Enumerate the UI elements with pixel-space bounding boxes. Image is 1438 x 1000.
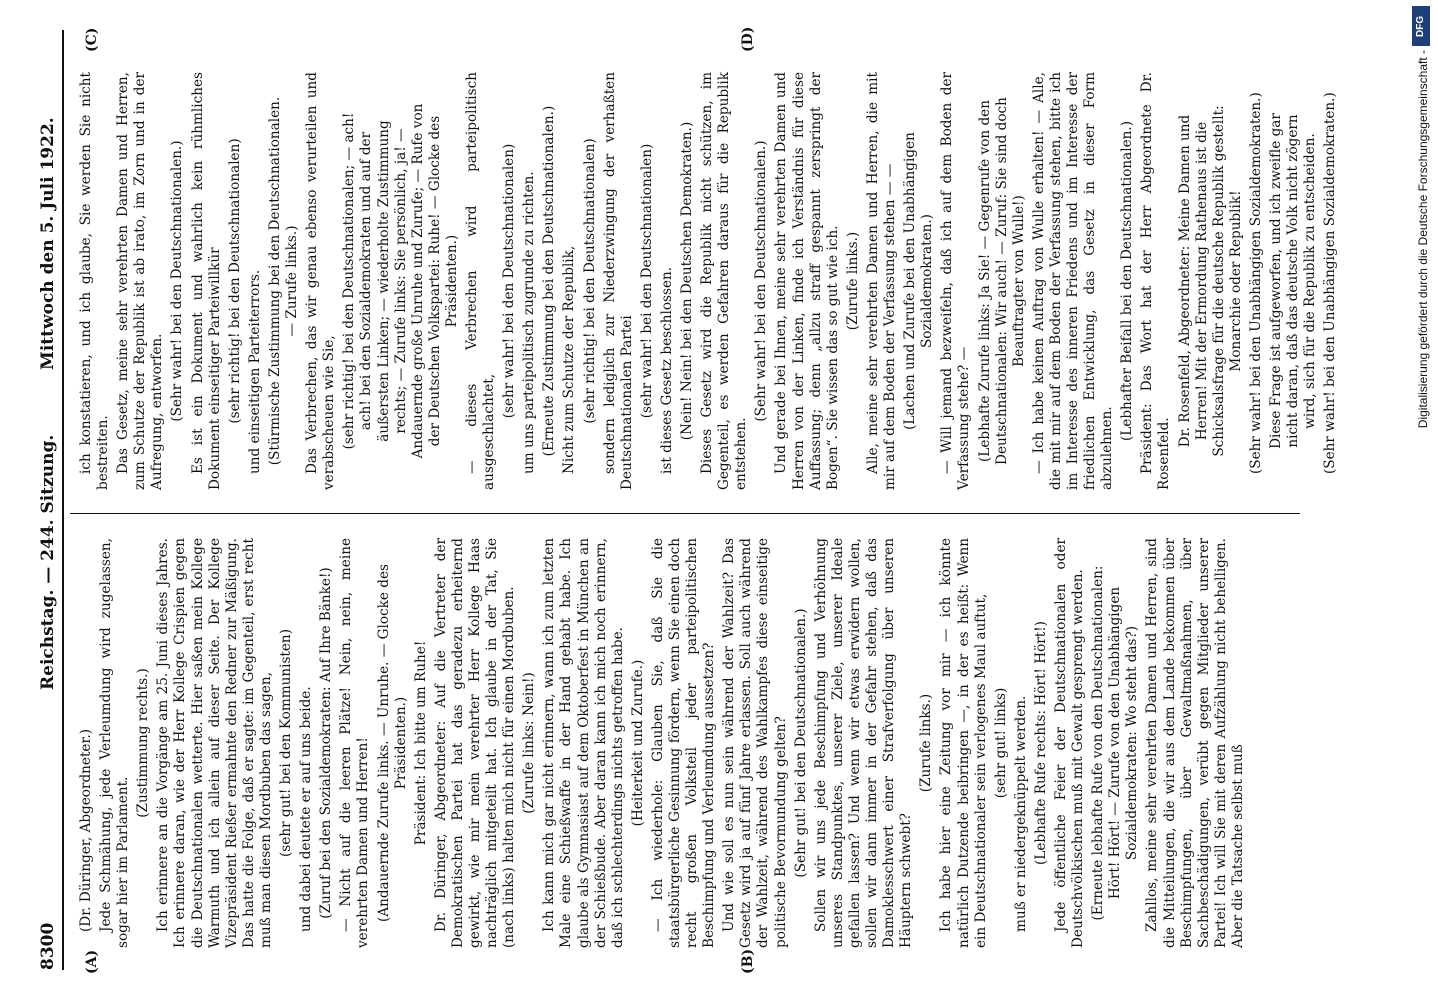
paragraph: Nicht zum Schutze der Republik, xyxy=(561,245,578,474)
paragraph: (Zustimmung rechts.) xyxy=(135,668,152,818)
digitization-sidebar xyxy=(1408,0,1434,1000)
paragraph: ich konstatieren, und ich glaube, Sie werden Sie nicht bestreiten. xyxy=(78,72,112,490)
paragraph: — Will jemand bezweifeln, daß ich auf dem Boden der Verfassung stehe? — xyxy=(939,72,973,490)
paragraph: Dieses Gesetz wird die Republik nicht schützen, im Gegenteil, es werden Gefahren daraus für die Republik entstehen. xyxy=(699,72,750,490)
paragraph: Präsident: Das Wort hat der Herr Abgeordnete Dr. Rosenfeld. xyxy=(1139,72,1173,490)
paragraph: Ich habe hier eine Zeitung vor mir — ich könnte natürlich Dutzende beibringen —, in der es heißt: Wenn ein Deutschnationaler sein verlogenes Maul auftut, xyxy=(938,538,989,948)
left-text-column xyxy=(78,538,1268,948)
margin-marker-a: (A) xyxy=(84,949,100,974)
paragraph: (sehr wahr! bei den Deutschnationalen) xyxy=(501,143,518,419)
paragraph: (Lebhafte Rufe rechts: Hört! Hört!) xyxy=(1032,621,1049,865)
paragraph: (Sehr wahr! bei den Unabhängigen Sozialdemokraten.) xyxy=(1322,92,1339,474)
paragraph: (Stürmische Zustimmung bei den Deutschnationalen. — Zurufe links.) xyxy=(266,96,301,466)
paragraph: (sehr richtig! bei den Deutschnationalen) xyxy=(226,138,243,424)
paragraph: (sehr richtig! bei den Deutschnationalen) xyxy=(581,138,598,424)
paragraph: (Dr. Düringer, Abgeordneter.) xyxy=(78,728,94,932)
paragraph: Sollen wir uns jede Beschimpfung und Verhöhnung unseres Standpunktes, unserer Ziele, unserer Ideale gefallen lassen? Und wenn wir etwas erwidern wollen, sollen wir dann immer in der Gefahr stehen, daß das Damoklesschwert einer Strafverfolgung über unseren Häuptern schwebt? xyxy=(812,538,915,948)
paragraph: (Heiterkeit und Zurufe.) xyxy=(629,659,646,827)
margin-marker-b: (B) xyxy=(740,948,756,974)
paragraph: Jede öffentliche Feier der Deutschnationalen oder Deutschvölkischen muß mit Gewalt gesprengt werden. xyxy=(1052,538,1087,948)
paragraph: um uns parteipolitisch zugrunde zu richten. xyxy=(521,171,538,474)
paragraph: und einseitigen Parteiterrors. xyxy=(246,269,263,474)
digitization-credit: Digitalisierung gefördert durch die Deutsche Forschungsgemeinschaft - xyxy=(1416,50,1430,429)
paragraph: — Nicht auf die leeren Plätze! Nein, nein, meine verehrten Damen und Herren! xyxy=(338,538,372,948)
paragraph: (Lebhafter Beifall bei den Deutschnationalen.) xyxy=(1119,120,1136,442)
sidebar-text-wrap xyxy=(1412,0,1438,1000)
paragraph: Alle, meine sehr verehrten Damen und Herren, die mit mir auf dem Boden der Verfassung stehen — — xyxy=(864,72,899,490)
session-date: Mittwoch den 5. Juli 1922. xyxy=(38,117,58,370)
paragraph: Diese Frage ist aufgeworfen, und ich zweifle gar nicht daran, daß das deutsche Volk nicht zögern wird, sich für die Republik zu entscheiden. xyxy=(1268,113,1319,449)
paragraph: (Andauernde Zurufe links. — Unruhe. — Glocke des Präsidenten.) xyxy=(375,563,409,923)
paragraph: (Zurufe links: Nein!) xyxy=(521,672,538,814)
paragraph: (Sehr gut! bei den Deutschnationalen.) xyxy=(792,608,809,878)
paragraph: muß er niedergeknüppelt werden. xyxy=(1012,695,1029,932)
right-text-column xyxy=(78,72,1339,490)
paragraph: Ich kann mich gar nicht erinnern, wann ich zum letzten Male eine Schießwaffe in der Hand gehabt habe. Ich glaube als Gymnasiast auf dem Oktoberfest in München an der Schießbude. Aber daran kann ich mich noch erinnern, daß ich schlechterdings nichts getroffen habe. xyxy=(541,538,626,948)
paragraph: (Lebhafte Zurufe links: Ja Sie! — Gegenrufe von den Deutschnationalen: Wir auch! — Zuruf: Sie sind doch Beauftragter von Wulle!) xyxy=(976,97,1027,465)
paragraph: (Erneute Zustimmung bei den Deutschnationalen.) xyxy=(541,105,558,457)
column-divider xyxy=(70,513,1300,514)
paragraph: Und wie soll es nun sein während der Wahlzeit? Das Gesetz wird ja auf fünf Jahre erlassen. Soll auch während der Wahlzeit, während des Wahlkampfes diese einseitige politische Bevormundung gelten? xyxy=(721,538,789,948)
paragraph: — dieses Verbrechen wird parteipolitisch ausgeschlachtet, xyxy=(463,72,498,490)
paragraph: Und gerade bei Ihnen, meine sehr verehrten Damen und Herren von der Linken, finde ich Verständnis für diese Auffassung; denn „allzu straff gespannt zerspringt der Bogen“. Sie wissen das so gut wie ich. xyxy=(773,72,841,490)
paragraph: Das Gesetz, meine sehr verehrten Damen und Herren, zum Schutze der Republik ist ab irato, im Zorn und in der Aufregung, entworfen. xyxy=(115,72,166,490)
paragraph: (sehr gut! bei den Kommunisten) xyxy=(278,629,295,857)
paragraph: (sehr richtig! bei den Deutschnationalen; — ach! ach! bei den Sozialdemokraten und auf der äußersten Linken; — wiederholte Zustimmung rechts; — Zurufe links: Sie persönlich, ja! — Andauernde große Unruhe und Zurufe; — Rufe von der Deutschen Volkspartei: Ruhe! — Glocke des Präsidenten.) xyxy=(341,103,460,459)
paragraph: (sehr gut! links) xyxy=(992,687,1009,799)
dfg-logo-icon: DFG xyxy=(1412,6,1430,46)
paragraph: Präsident: Ich bitte um Ruhe! xyxy=(412,640,429,846)
paragraph: (Zuruf bei den Sozialdemokraten: Auf Ihre Bänke!) xyxy=(318,567,335,919)
paragraph: (Sehr wahr! bei den Deutschnationalen.) xyxy=(169,140,186,422)
page-number: 8300 xyxy=(38,922,58,970)
paragraph: (Lachen und Zurufe bei den Unabhängigen Sozialdemokraten.) xyxy=(902,132,936,430)
page-header xyxy=(38,30,64,970)
paragraph: (Sehr wahr! bei den Deutschnationalen.) xyxy=(753,140,770,422)
paragraph: Zahllos, meine sehr verehrten Damen und Herren, sind die Mitteilungen, die wir aus dem Lande bekommen über Beschimpfungen, über Gewaltmaßnahmen, über Sachbeschädigungen, verübt gegen Mitglieder unserer Partei! Ich will Sie mit deren Aufzählung nicht behelligen. Aber die Tatsache selbst muß xyxy=(1144,538,1246,948)
margin-marker-d: (D) xyxy=(740,26,756,52)
paragraph: Dr. Rosenfeld, Abgeordneter: Meine Damen und Herren! Mit der Ermordung Rathenaus ist die Schicksalsfrage für die deutsche Republik gestellt: Monarchie oder Republik! xyxy=(1176,105,1244,457)
paragraph: Es ist ein Dokument und wahrlich kein rühmliches Dokument einseitiger Parteiwillkür xyxy=(189,72,223,490)
paragraph: ist dieses Gesetz beschlossen. xyxy=(658,266,675,474)
paragraph: sondern lediglich zur Niederzwingung der verhaßten Deutschnationalen Partei xyxy=(601,72,635,490)
paragraph: (Zurufe links.) xyxy=(918,693,935,793)
paragraph: (Erneute lebhafte Rufe von den Deutschnationalen: Hört! Hört! — Zurufe von den Unabhängigen Sozialdemokraten: Wo steht das?) xyxy=(1090,565,1141,921)
paragraph: — Ich wiederhole: Glauben Sie, daß Sie die staatsbürgerliche Gesinnung fördern, wenn Sie einen doch recht großen Volksteil jeder parteipolitischen Beschimpfung und Verleumdung aussetzen? xyxy=(649,538,718,948)
paragraph: Jede Schmähung, jede Verleumdung wird zugelassen, sogar hier im Parlament. xyxy=(98,538,132,948)
paragraph: Dr. Düringer, Abgeordneter: Auf die Vertreter der Demokratischen Partei hat das geradezu erheiternd gewirkt, wie mir mein verehrter Herr Kollege Haas nachträglich mitgeteilt hat. Ich glaube in der Tat, Sie (nach links) halten mich nicht für einen Mordbuben. xyxy=(432,538,518,948)
paragraph: (Sehr wahr! bei den Unabhängigen Sozialdemokraten.) xyxy=(1247,92,1264,474)
paragraph: — Ich habe keinen Auftrag von Wulle erhalten! — Alle, die mit mir auf dem Boden der Verfassung stehen, bitte ich im Interesse des inneren Friedens und im Interesse der friedlichen Entwicklung, das Gesetz in dieser Form abzulehnen. xyxy=(1030,72,1116,490)
paragraph: (sehr wahr! bei den Deutschnationalen) xyxy=(638,143,655,419)
margin-marker-c: (C) xyxy=(84,27,100,52)
paragraph: (Zurufe links.) xyxy=(844,231,861,331)
paragraph: und dabei deutete er auf uns beide. xyxy=(298,686,315,932)
session-title: Reichstag. — 244. Sitzung. xyxy=(38,434,58,690)
paragraph: (Nein! Nein! bei den Deutschen Demokraten.) xyxy=(679,121,695,441)
paragraph: Das Verbrechen, das wir genau ebenso verurteilen und verabscheuen wie Sie, xyxy=(304,72,338,490)
paragraph: Ich erinnere an die Vorgänge am 25. Juni dieses Jahres. Ich erinnere daran, wie der Herr Kollege Crispien gegen die Deutschnationalen wetterte. Hier saßen mein Kollege Warmuth und ich allein auf dieser Seite. Der Kollege Vizepräsident Rießer ermahnte den Redner zur Mäßigung. Das hatte die Folge, daß er sagte: im Gegenteil, erst recht muß man diesen Mordbuben das sagen, xyxy=(155,538,274,948)
